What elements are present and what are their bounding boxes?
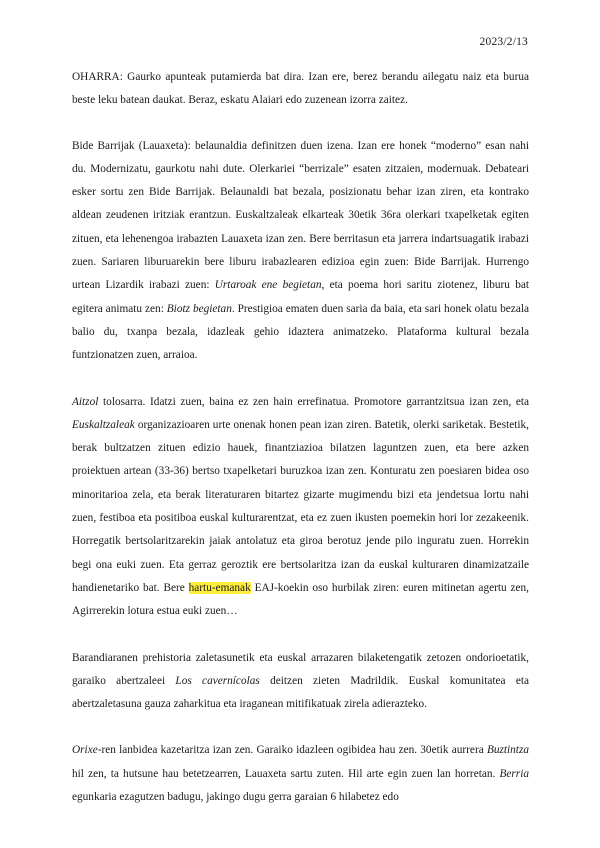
paragraph-aitzol bbox=[72, 391, 529, 624]
book-title: Urtaroak ene begietan bbox=[214, 279, 322, 292]
text-run: tolosarra. Idatzi zuen, baina ez zen hain errefinatua. Promotore garrantzitsua izan zen, eta bbox=[98, 395, 529, 408]
paragraph-bide-barrijak bbox=[72, 135, 529, 368]
text-run: organizazioaren urte onenak honen pean izan ziren. Batetik, olerki sariketak. Bestetik, berak bultzatzen zituen edizio hauek, finantziazioa bilatzen laguntzen zuen, eta bere azken proiektuen artean (33-36) bertso txapelketari buruzkoa izan zen. Konturatu zen poesiaren bidea oso minoritarioa zela, eta berak literaturaren bitartez gizarte mugimendu bizi eta jendetsua lortu nahi zuen, festiboa eta positiboa euskal kulturarentzat, eta ez zuen ikusten poemekin hori lor zezakeenik. Horregatik bertsolaritzarekin jaiak antolatuz eta giroa berotuz jende pilo inguratu zuen. Horrekin begi ona euki zuen. Eta gerraz geroztik ere bertsolaritza izan da euskal kulturaren dinamizatzaile handienetariko bat. Bere bbox=[72, 418, 529, 594]
paragraph-orixe bbox=[72, 739, 529, 809]
document-body bbox=[72, 66, 529, 832]
text-run: Barandiaranen prehistoria zaletasunetik eta euskal arrazaren bilaketengatik zetozen ondorioetatik, garaiko abertzaleei bbox=[72, 651, 529, 687]
text-run: egunkaria ezagutzen badugu, jakingo dugu gerra garaian 6 hilabetez edo bbox=[72, 791, 399, 804]
person-name: Orixe bbox=[72, 744, 98, 757]
organization-name: Euskaltzaleak bbox=[72, 418, 135, 431]
text-run: hil zen, ta hutsune hau betetzearren, Lauaxeta sartu zuten. Hil arte egin zuen lan horretan. bbox=[72, 767, 500, 780]
newspaper-name: Berria bbox=[499, 767, 529, 780]
book-title: Biotz begietan bbox=[166, 302, 232, 315]
text-run: EAJ-koekin oso hurbilak ziren: euren mitinetan agertu zen, Agirrerekin lotura estua euki zuen… bbox=[72, 581, 529, 618]
term-italic: Los cavernícolas bbox=[175, 674, 260, 687]
paragraph-barandiaran bbox=[72, 647, 529, 717]
document-date: 2023/2/13 bbox=[479, 36, 528, 48]
text-run: -ren lanbidea kazetaritza izan zen. Garaiko idazleen ogibidea hau zen. 30etik aurrera bbox=[97, 744, 487, 757]
text-run: , eta poema hori saritu ziotenez, liburu bat egitera animatu zen: bbox=[72, 279, 529, 315]
highlighted-text: hartu-emanak bbox=[188, 581, 251, 594]
text-run: deitzen zieten Madrildik. Euskal komunitatea eta abertzaletasuna gauza zaharkitua eta iraganean mitifikatuak zirela adierazteko. bbox=[72, 674, 530, 711]
text-run: Bide Barrijak (Lauaxeta): belaunaldia definitzen duen izena. Izan ere honek “moderno” esan nahi du. Modernizatu, gaurkotu nahi dute. Olerkariei “berrizale” esaten zitzaien, modernuak. Debateari esker sortu zen Bide Barrijak. Belaunaldi bat bezala, posizionatu behar izan ziren, eta kontrako aldean zeudenen iritziak erantzun. Euskaltzaleak elkarteak 30etik 36ra olerkari txapelketak egiten zituen, eta lehenengoa irabazten Lauaxeta izan zen. Bere berritasun eta jarrera indartsuagatik irabazi zuen. Sariaren liburuarekin bere liburu irabazlearen edizioa egin zuen: Bide Barrijak. Hurrengo urtean Lizardik irabazi zuen: bbox=[72, 139, 529, 292]
text-run: . Prestigioa ematen duen saria da baia, eta sari honek olatu bezala balio du, txanpa bezala, idazleak gehio idaztera animatzeko. Plataforma kultural bezala funtzionatzen zuen, arraioa. bbox=[72, 302, 529, 362]
note-paragraph: OHARRA: Gaurko apunteak putamierda bat dira. Izan ere, berez berandu ailegatu naiz eta burua beste leku batean daukat. Beraz, eskatu Alaiari edo zuzenean izorra zaitez. bbox=[72, 71, 529, 107]
person-name: Buztintza bbox=[486, 744, 529, 757]
person-name: Aitzol bbox=[72, 395, 99, 408]
